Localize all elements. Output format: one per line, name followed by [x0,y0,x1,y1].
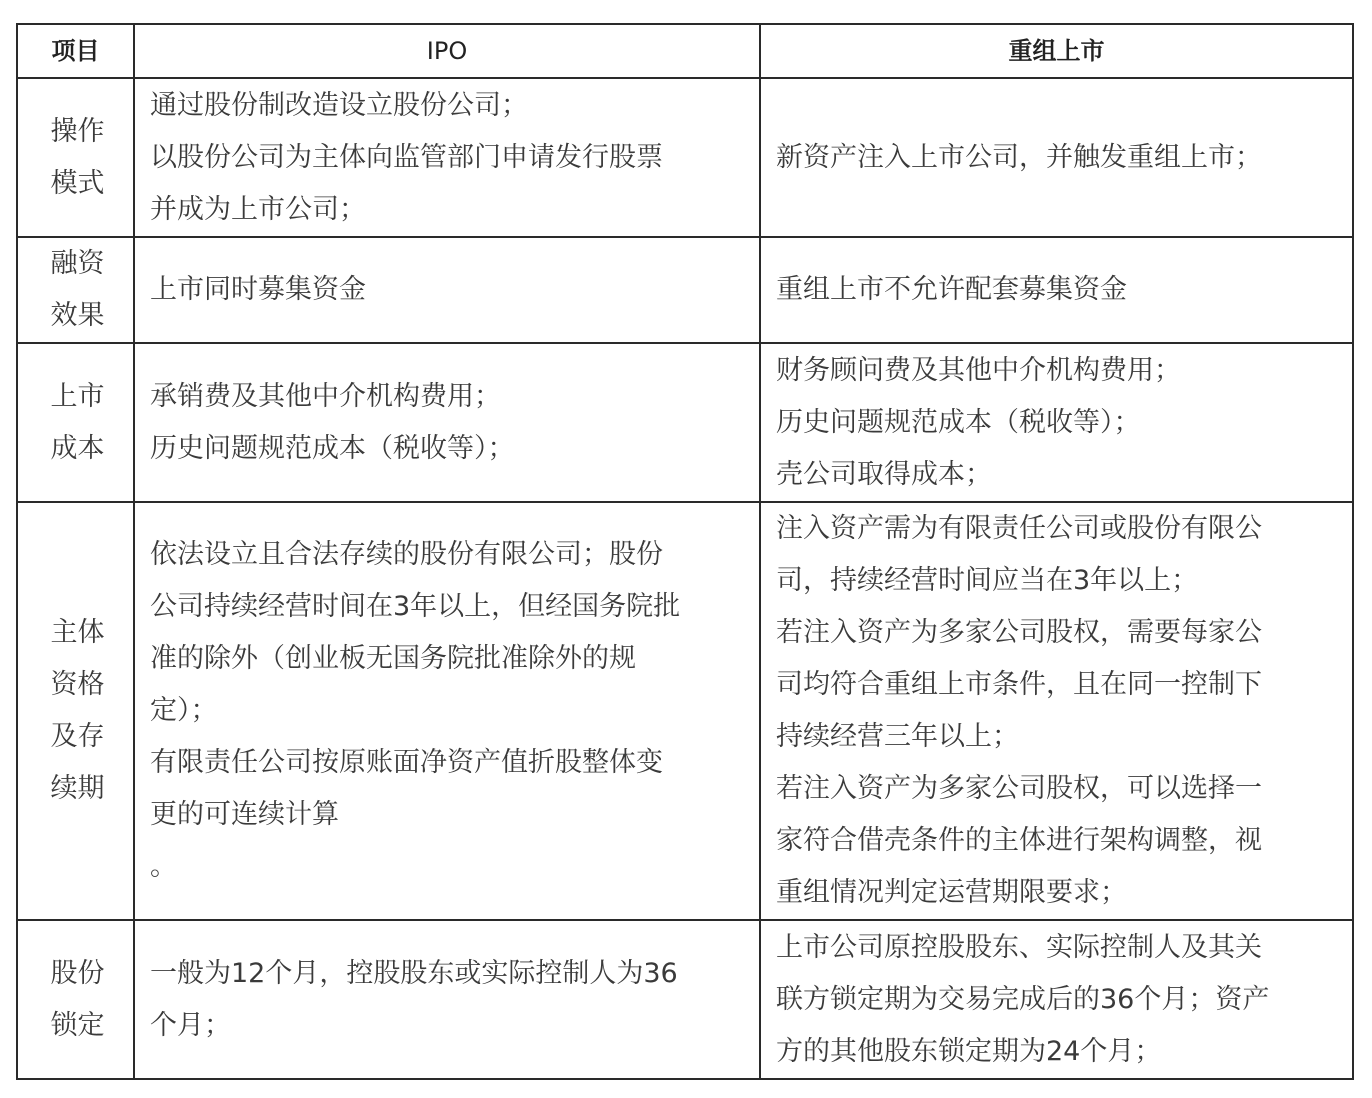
cell-line: 司均符合重组上市条件，且在同一控制下 [776,669,1262,700]
row-label-line: 成本 [50,432,105,464]
cell-line: 联方锁定期为交易完成后的36个月；资产 [776,983,1270,1015]
ipo-cell [134,237,760,343]
row-label [17,78,134,237]
ipo-vs-restructure-table [16,23,1354,1080]
row-label-line: 股份 [50,957,105,989]
row-label-line: 效果 [50,300,105,331]
header-ipo: IPO [134,24,760,78]
table-header-row [17,24,1353,78]
cell-line: 。 [150,851,177,882]
cell-line: 重组上市不允许配套募集资金 [776,274,1127,305]
cell-line: 历史问题规范成本（税收等）； [150,432,515,464]
row-label-line: 续期 [50,773,105,804]
ipo-cell [134,920,760,1079]
table-row [17,343,1353,502]
row-label [17,237,134,343]
ipo-cell [134,78,760,237]
row-label-line: 资格 [50,669,105,700]
restructure-cell [760,237,1353,343]
cell-line: 上市公司原控股股东、实际控制人及其关 [776,931,1262,963]
cell-line: 持续经营三年以上； [776,721,1019,752]
comparison-table-container [16,23,1352,1080]
cell-line: 公司持续经营时间在3年以上，但经国务院批 [150,591,681,622]
cell-line: 通过股份制改造设立股份公司； [150,89,528,121]
cell-line: 准的除外（创业板无国务院批准除外的规 [150,643,636,674]
ipo-cell [134,343,760,502]
row-label [17,502,134,920]
cell-line: 方的其他股东锁定期为24个月； [776,1035,1162,1067]
table-row [17,237,1353,343]
header-restructure-listing: 重组上市 [760,24,1353,78]
cell-line: 一般为12个月，控股股东或实际控制人为36 [150,957,678,989]
cell-line: 依法设立且合法存续的股份有限公司；股份 [150,539,663,570]
row-label-line: 模式 [50,167,105,199]
ipo-cell [134,502,760,920]
row-label-line: 锁定 [50,1009,105,1041]
restructure-cell [760,502,1353,920]
row-label [17,343,134,502]
cell-line: 以股份公司为主体向监管部门申请发行股票 [150,141,663,173]
cell-line: 有限责任公司按原账面净资产值折股整体变 [150,747,663,778]
row-label [17,920,134,1079]
cell-line: 若注入资产为多家公司股权，可以选择一 [776,773,1262,804]
row-label-line: 主体 [50,617,105,648]
row-label-line: 操作 [50,115,105,147]
row-label-line: 上市 [50,380,105,412]
table-row [17,502,1353,920]
cell-line: 个月； [150,1009,231,1041]
cell-line: 历史问题规范成本（税收等）； [776,406,1141,438]
cell-line: 若注入资产为多家公司股权，需要每家公 [776,617,1262,648]
restructure-cell [760,920,1353,1079]
cell-line: 上市同时募集资金 [150,274,366,305]
cell-line: 注入资产需为有限责任公司或股份有限公 [776,513,1262,544]
cell-line: 定）； [150,695,218,726]
cell-line: 重组情况判定运营期限要求； [776,877,1127,908]
cell-line: 家符合借壳条件的主体进行架构调整，视 [776,825,1262,856]
cell-line: 财务顾问费及其他中介机构费用； [776,354,1181,386]
restructure-cell [760,78,1353,237]
cell-line: 并成为上市公司； [150,193,366,225]
restructure-cell [760,343,1353,502]
row-label-line: 融资 [50,248,105,279]
cell-line: 承销费及其他中介机构费用； [150,380,501,412]
cell-line: 司，持续经营时间应当在3年以上； [776,565,1199,596]
cell-line: 壳公司取得成本； [776,458,992,490]
table-row [17,78,1353,237]
cell-line: 新资产注入上市公司，并触发重组上市； [776,141,1262,173]
table-row [17,920,1353,1079]
header-item: 项目 [17,24,134,78]
cell-line: 更的可连续计算 [150,799,339,830]
row-label-line: 及存 [50,721,105,752]
